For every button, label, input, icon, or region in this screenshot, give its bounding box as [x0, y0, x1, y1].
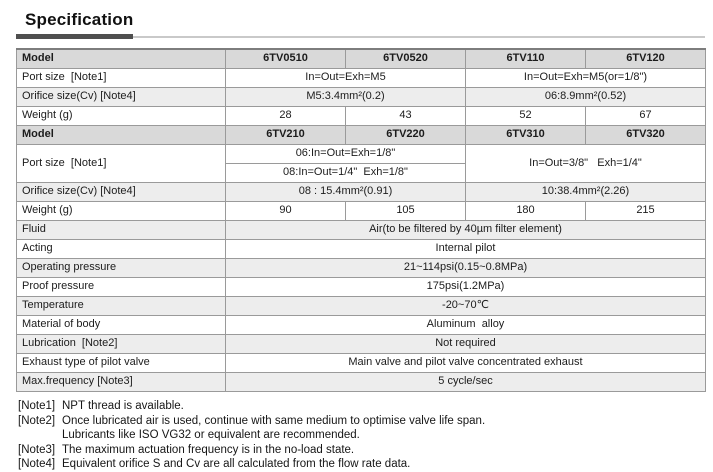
row-label-weight-1: Weight (g) — [17, 107, 226, 126]
orifice-row-2 — [17, 183, 706, 202]
weight-6tv110: 52 — [466, 107, 586, 126]
row-label-lubrication: Lubrication [Note2] — [17, 335, 226, 354]
operating-pressure-value: 21~114psi(0.15~0.8MPa) — [226, 259, 706, 278]
note-4-tag: [Note4] — [18, 458, 56, 470]
row-label-proof-pressure: Proof pressure — [17, 278, 226, 297]
model-6tv210: 6TV210 — [226, 126, 346, 145]
model-header-row-1 — [17, 49, 706, 69]
weight-6tv220: 105 — [346, 202, 466, 221]
model-6tv220: 6TV220 — [346, 126, 466, 145]
exhaust-type-row — [17, 354, 706, 373]
page-title: Specification — [25, 10, 134, 29]
row-label-port-size-2: Port size [Note1] — [17, 145, 226, 183]
orifice-value-08: 08 : 15.4mm²(0.91) — [226, 183, 466, 202]
row-label-exhaust-type: Exhaust type of pilot valve — [17, 354, 226, 373]
row-label-model-1: Model — [17, 49, 226, 69]
note-3 — [18, 443, 713, 458]
row-label-fluid: Fluid — [17, 221, 226, 240]
note-3-text: The maximum actuation frequency is in the no-load state. — [62, 443, 355, 456]
orifice-value-m5: M5:3.4mm²(0.2) — [226, 88, 466, 107]
temperature-row — [17, 297, 706, 316]
model-6tv320: 6TV320 — [586, 126, 706, 145]
weight-row-1 — [17, 107, 706, 126]
port-size-value-06: 06:In=Out=Exh=1/8" — [226, 145, 466, 164]
port-size-value-m5-or-1-8: In=Out=Exh=M5(or=1/8") — [466, 69, 706, 88]
row-label-weight-2: Weight (g) — [17, 202, 226, 221]
weight-6tv0510: 28 — [226, 107, 346, 126]
note-2-continuation-tag — [18, 428, 62, 443]
note-2-tag: [Note2] — [18, 414, 56, 427]
material-row — [17, 316, 706, 335]
row-label-orifice-1: Orifice size(Cv) [Note4] — [17, 88, 226, 107]
operating-pressure-row — [17, 259, 706, 278]
title-underline-light-segment — [133, 36, 705, 38]
weight-6tv120: 67 — [586, 107, 706, 126]
note-4 — [18, 457, 713, 472]
row-label-material: Material of body — [17, 316, 226, 335]
title-wrap — [0, 0, 713, 34]
note-3-tag: [Note3] — [18, 443, 56, 456]
weight-6tv0520: 43 — [346, 107, 466, 126]
port-size-row-2a — [17, 145, 706, 164]
acting-value: Internal pilot — [226, 240, 706, 259]
port-size-value-3-8: In=Out=3/8" Exh=1/4" — [466, 145, 706, 183]
title-underline — [16, 34, 705, 39]
note-2-text: Once lubricated air is used, continue with same medium to optimise valve life span. — [62, 414, 486, 427]
row-label-max-frequency: Max.frequency [Note3] — [17, 373, 226, 392]
row-label-model-2: Model — [17, 126, 226, 145]
weight-6tv320: 215 — [586, 202, 706, 221]
model-6tv0520: 6TV0520 — [346, 49, 466, 69]
note-1 — [18, 399, 713, 414]
acting-row — [17, 240, 706, 259]
model-6tv120: 6TV120 — [586, 49, 706, 69]
fluid-value: Air(to be filtered by 40µm filter element) — [226, 221, 706, 240]
proof-pressure-value: 175psi(1.2MPa) — [226, 278, 706, 297]
note-2-continuation-text: Lubricants like ISO VG32 or equivalent are recommended. — [62, 429, 360, 441]
max-frequency-row — [17, 373, 706, 392]
port-size-value-08: 08:In=Out=1/4" Exh=1/8" — [226, 164, 466, 183]
note-2-continuation — [18, 428, 713, 443]
note-1-text: NPT thread is available. — [62, 400, 184, 412]
proof-pressure-row — [17, 278, 706, 297]
weight-6tv310: 180 — [466, 202, 586, 221]
model-6tv310: 6TV310 — [466, 126, 586, 145]
row-label-operating-pressure: Operating pressure — [17, 259, 226, 278]
specification-table — [16, 48, 706, 392]
title-underline-dark-segment — [16, 34, 133, 39]
row-label-temperature: Temperature — [17, 297, 226, 316]
temperature-value: -20~70℃ — [226, 297, 706, 316]
material-value: Aluminum alloy — [226, 316, 706, 335]
note-2 — [18, 414, 713, 429]
orifice-row-1 — [17, 88, 706, 107]
row-label-orifice-2: Orifice size(Cv) [Note4] — [17, 183, 226, 202]
lubrication-row — [17, 335, 706, 354]
orifice-value-06: 06:8.9mm²(0.52) — [466, 88, 706, 107]
orifice-value-10: 10:38.4mm²(2.26) — [466, 183, 706, 202]
exhaust-type-value: Main valve and pilot valve concentrated exhaust — [226, 354, 706, 373]
port-size-value-m5: In=Out=Exh=M5 — [226, 69, 466, 88]
note-4-text: Equivalent orifice S and Cv are all calculated from the flow rate data. — [62, 458, 411, 470]
row-label-acting: Acting — [17, 240, 226, 259]
weight-6tv210: 90 — [226, 202, 346, 221]
model-6tv110: 6TV110 — [466, 49, 586, 69]
weight-row-2 — [17, 202, 706, 221]
port-size-row-1 — [17, 69, 706, 88]
lubrication-value: Not required — [226, 335, 706, 354]
model-header-row-2 — [17, 126, 706, 145]
fluid-row — [17, 221, 706, 240]
note-1-tag: [Note1] — [18, 400, 56, 412]
max-frequency-value: 5 cycle/sec — [226, 373, 706, 392]
model-6tv0510: 6TV0510 — [226, 49, 346, 69]
footnotes — [18, 399, 713, 472]
row-label-port-size-1: Port size [Note1] — [17, 69, 226, 88]
